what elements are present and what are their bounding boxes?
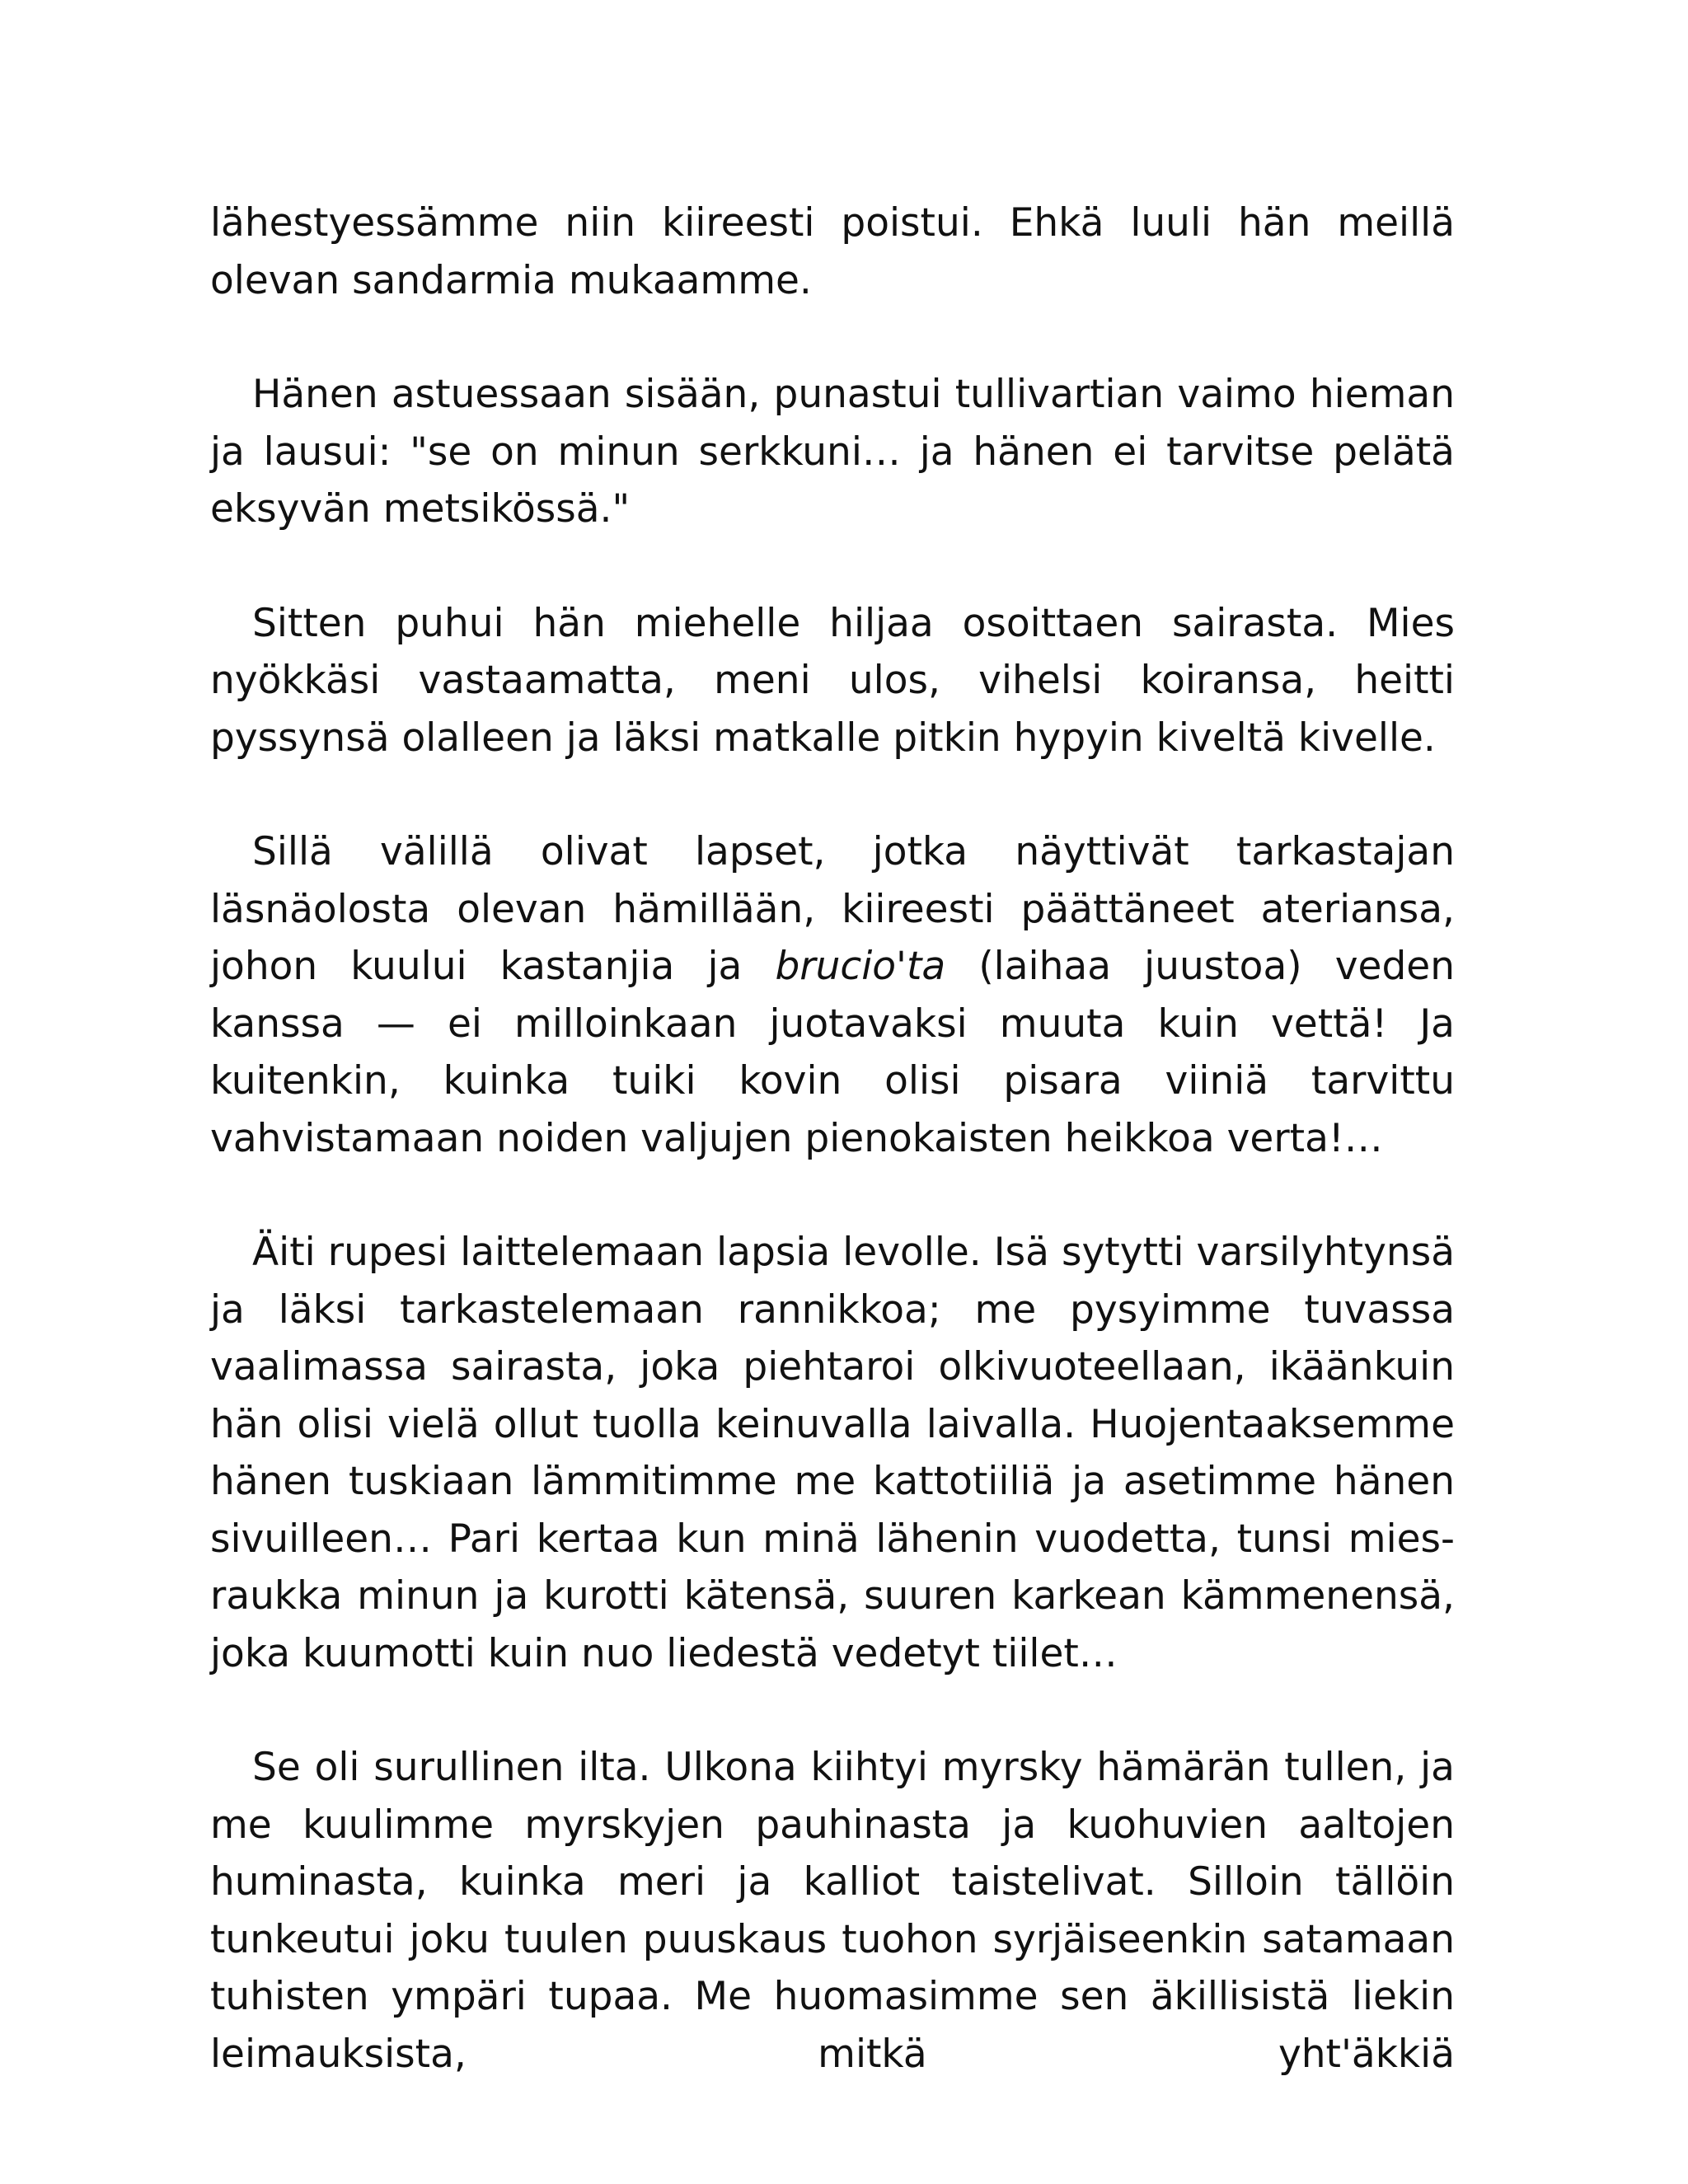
paragraph-4-text-before: Sillä välillä olivat lapset, jotka näyttivät tarkastajan läsnäolosta olevan hämillään, kiireesti päättäneet ateriansa, johon kuului kastanjia ja: [210, 829, 1455, 989]
italic-term: brucio'ta: [775, 944, 946, 989]
paragraph-3: Sitten puhui hän miehelle hiljaa osoittaen sairasta. Mies nyökkäsi vastaamatta, meni ulos, vihelsi koiransa, heitti pyssynsä olalleen ja läksi matkalle pitkin hypyin kiveltä kivelle.: [210, 600, 1455, 761]
paragraph-1: lähestyessämme niin kiireesti poistui. Ehkä luuli hän meillä olevan sandarmia mukaamme.: [210, 200, 1455, 303]
paragraph-4-text-after: (laihaa juustoa) veden kanssa — ei milloinkaan juotavaksi muuta kuin vettä! Ja kuitenkin, kuinka tuiki kovin olisi pisara viiniä tarvittu vahvistamaan noiden valjujen pienokaisten heikkoa verta!…: [210, 944, 1455, 1161]
paragraph-5: Äiti rupesi laittelemaan lapsia levolle. Isä sytytti varsilyhtynsä ja läksi tarkastelemaan rannikkoa; me pysyimme tuvassa vaalimassa sairasta, joka piehtaroi olkivuoteellaan, ikäänkuin hän olisi vielä ollut tuolla keinuvalla laivalla. Huojentaaksemme hänen tuskiaan lämmitimme me kattotiiliä ja asetimme hänen sivuilleen… Pari kertaa kun minä lähenin vuodetta, tunsi mies-raukka minun ja kurotti kätensä, suuren karkean kämmenensä, joka kuumotti kuin nuo liedestä vedetyt tiilet…: [210, 1230, 1455, 1676]
document-page: [210, 194, 1455, 2083]
paragraph-2: Hänen astuessaan sisään, punastui tullivartian vaimo hieman ja lausui: "se on minun serkkuni… ja hänen ei tarvitse pelätä eksyvän metsikössä.": [210, 372, 1455, 532]
paragraph-4: [210, 823, 1455, 1167]
paragraph-6: Se oli surullinen ilta. Ulkona kiihtyi myrsky hämärän tullen, ja me kuulimme myrskyjen pauhinasta ja kuohuvien aaltojen huminasta, kuinka meri ja kalliot taistelivat. Silloin tällöin tunkeutui joku tuulen puuskaus tuohon syrjäiseenkin satamaan tuhisten ympäri tupaa. Me huomasimme sen äkillisistä liekin leimauksista, mitkä yht'äkkiä: [210, 1745, 1455, 2077]
